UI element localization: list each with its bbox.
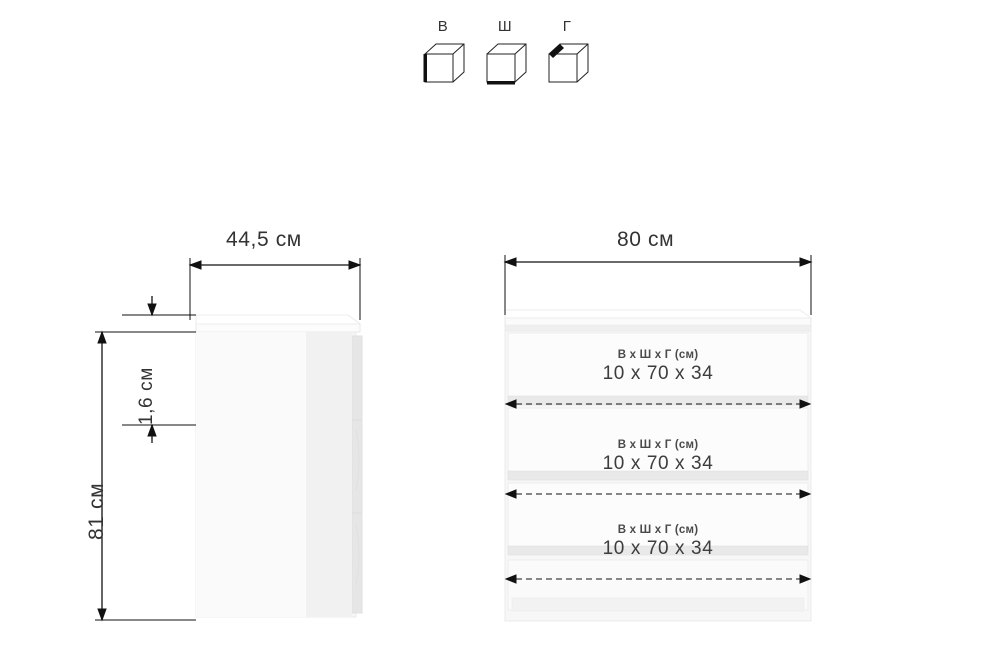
drawer-caption-3 [508,523,808,561]
drawer-caption-3-key: В х Ш х Г (см) [617,524,699,536]
legend-label-width: Ш [497,18,513,35]
side-depth-label: 44,5 см [226,228,302,251]
front-view-dimensions [505,255,811,315]
legend-label-height: В [437,18,449,35]
side-height-label: 81 см [85,482,108,540]
drawer-caption-2-key: В х Ш х Г (см) [617,439,699,451]
drawer-caption-1-key: В х Ш х Г (см) [617,349,699,361]
drawer-caption-1 [508,348,808,386]
drawer-caption-2 [508,438,808,476]
drawer-caption-2-value: 10 x 70 x 34 [602,453,714,474]
side-top-thickness-label: 1,6 см [136,367,157,425]
legend-label-depth: Г [562,18,572,35]
front-width-label: 80 см [617,228,675,251]
drawer-caption-3-value: 10 x 70 x 34 [602,538,714,559]
side-view-furniture [196,315,362,617]
drawer-caption-1-value: 10 x 70 x 34 [602,363,714,384]
